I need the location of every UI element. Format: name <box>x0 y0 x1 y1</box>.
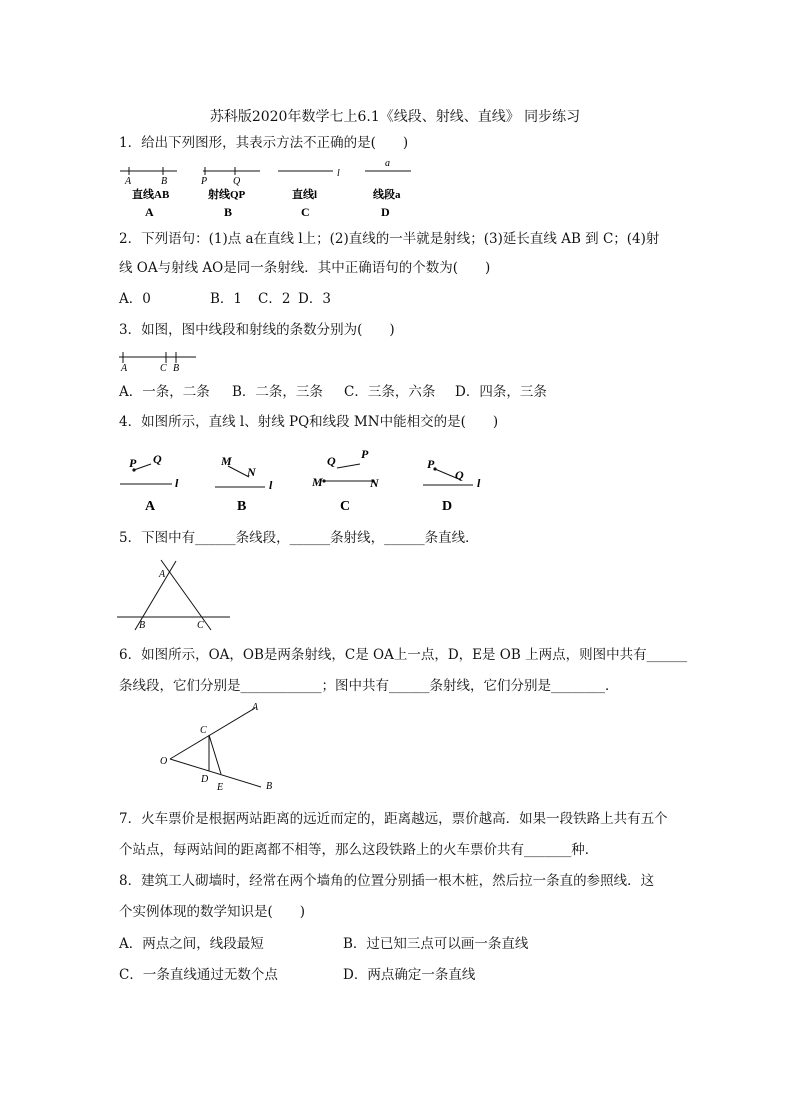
q4a-label-l: l <box>175 476 179 490</box>
q3-option-a: A．一条，二条 <box>119 384 210 400</box>
q5-point-c: C <box>197 620 204 631</box>
q6-point-b: B <box>266 781 273 792</box>
q4b-label-n: N <box>247 465 256 479</box>
q4c-label-p: P <box>361 447 369 461</box>
q7-line1: 7．火车票价是根据两站距离的远近而定的，距离越远，票价越高．如果一段铁路上共有五个 <box>119 811 668 827</box>
q1a-point-a: A <box>125 176 132 187</box>
q4d-label-l: l <box>477 476 481 490</box>
q6-line1: 6．如图所示，OA，OB是两条射线，C是 OA上一点，D，E是 OB 上两点，则图中共有______ <box>119 647 688 663</box>
q8-line2: 个实例体现的数学知识是( ) <box>119 904 306 920</box>
q3-point-b: B <box>173 363 180 374</box>
q4c-label-m: M <box>312 475 323 489</box>
q3-option-d: D．四条，三条 <box>455 384 547 400</box>
q1b-caption: 射线QP <box>208 189 246 201</box>
q3-option-b: B．二条，三条 <box>232 384 323 400</box>
q3-option-c: C．三条，六条 <box>344 384 436 400</box>
q4b-letter: B <box>237 499 247 514</box>
q2-line2: 线 OA与射线 AO是同一条射线．其中正确语句的个数为( ) <box>119 260 491 276</box>
q1d-point-a: a <box>385 158 390 169</box>
q8-line1: 8．建筑工人砌墙时，经常在两个墙角的位置分别插一根木桩，然后拉一条直的参照线．这 <box>119 873 655 889</box>
q1c-caption: 直线l <box>292 189 318 201</box>
q2-option-c: C．2 <box>258 291 291 307</box>
q1c-point-l: l <box>337 168 340 179</box>
q1-figures <box>115 158 425 220</box>
q4-figures <box>115 446 495 516</box>
q1b-letter: B <box>224 205 233 219</box>
q5-point-a: A <box>159 569 166 580</box>
q4a-letter: A <box>145 499 156 514</box>
q4d-label-p: P <box>427 457 435 471</box>
q1b-point-p: P <box>201 176 208 187</box>
q1a-letter: A <box>145 205 154 219</box>
q1b-point-q: Q <box>233 176 241 187</box>
q2-option-b: B．1 <box>210 291 243 307</box>
q8-option-b: B．过已知三点可以画一条直线 <box>343 936 529 952</box>
q4c-letter: C <box>340 499 351 514</box>
q6-point-c: C <box>200 725 207 736</box>
q4d-label-q: Q <box>455 468 464 482</box>
q3-figure <box>118 350 208 374</box>
q4-text: 4．如图所示，直线 l、射线 PQ和线段 MN中能相交的是( ) <box>119 414 499 430</box>
q6-point-e: E <box>217 782 224 793</box>
q4d-letter: D <box>442 499 453 514</box>
q8-option-d: D．两点确定一条直线 <box>343 967 476 983</box>
q5-point-b: B <box>139 620 146 631</box>
q8-option-a: A．两点之间，线段最短 <box>119 936 264 952</box>
q7-line2: 个站点，每两站间的距离都不相等，那么这段铁路上的火车票价共有_______种． <box>119 842 599 858</box>
q4a-label-p: P <box>129 456 137 470</box>
q1c-letter: C <box>301 205 310 219</box>
q2-option-d: D．3 <box>298 291 331 307</box>
q8-option-c: C．一条直线通过无数个点 <box>119 967 278 983</box>
q2-line1: 2．下列语句：(1)点 a在直线 l上；(2)直线的一半就是射线；(3)延长直线 AB 到 C；(4)射 <box>119 231 660 247</box>
q6-figure <box>155 698 285 796</box>
q1-text: 1．给出下列图形，其表示方法不正确的是( ) <box>119 135 409 151</box>
q6-point-d: D <box>201 774 209 785</box>
q4b-label-m: M <box>221 454 232 468</box>
q6-line2: 条线段，它们分别是____________；图中共有______条射线，它们分别是________． <box>119 678 619 694</box>
q5-text: 5．下图中有______条线段，______条射线，______条直线． <box>119 530 479 546</box>
q3-text: 3．如图，图中线段和射线的条数分别为( ) <box>119 322 395 338</box>
q4b-label-l: l <box>269 478 273 492</box>
q1a-caption: 直线AB <box>132 189 170 201</box>
q1a-point-b: B <box>161 176 168 187</box>
q5-figure <box>115 556 235 632</box>
page-title: 苏科版2020年数学七上6.1《线段、射线、直线》 同步练习 <box>209 109 581 125</box>
q4a-label-q: Q <box>153 452 162 466</box>
q1d-letter: D <box>381 205 390 219</box>
q3-point-a: A <box>121 363 128 374</box>
q1d-caption: 线段a <box>373 189 401 201</box>
q6-point-a: A <box>252 702 259 713</box>
q4c-label-n: N <box>370 476 379 490</box>
q3-point-c: C <box>160 363 167 374</box>
q6-point-o: O <box>160 756 168 767</box>
q2-option-a: A．0 <box>119 291 151 307</box>
q4c-label-q: Q <box>327 454 336 468</box>
